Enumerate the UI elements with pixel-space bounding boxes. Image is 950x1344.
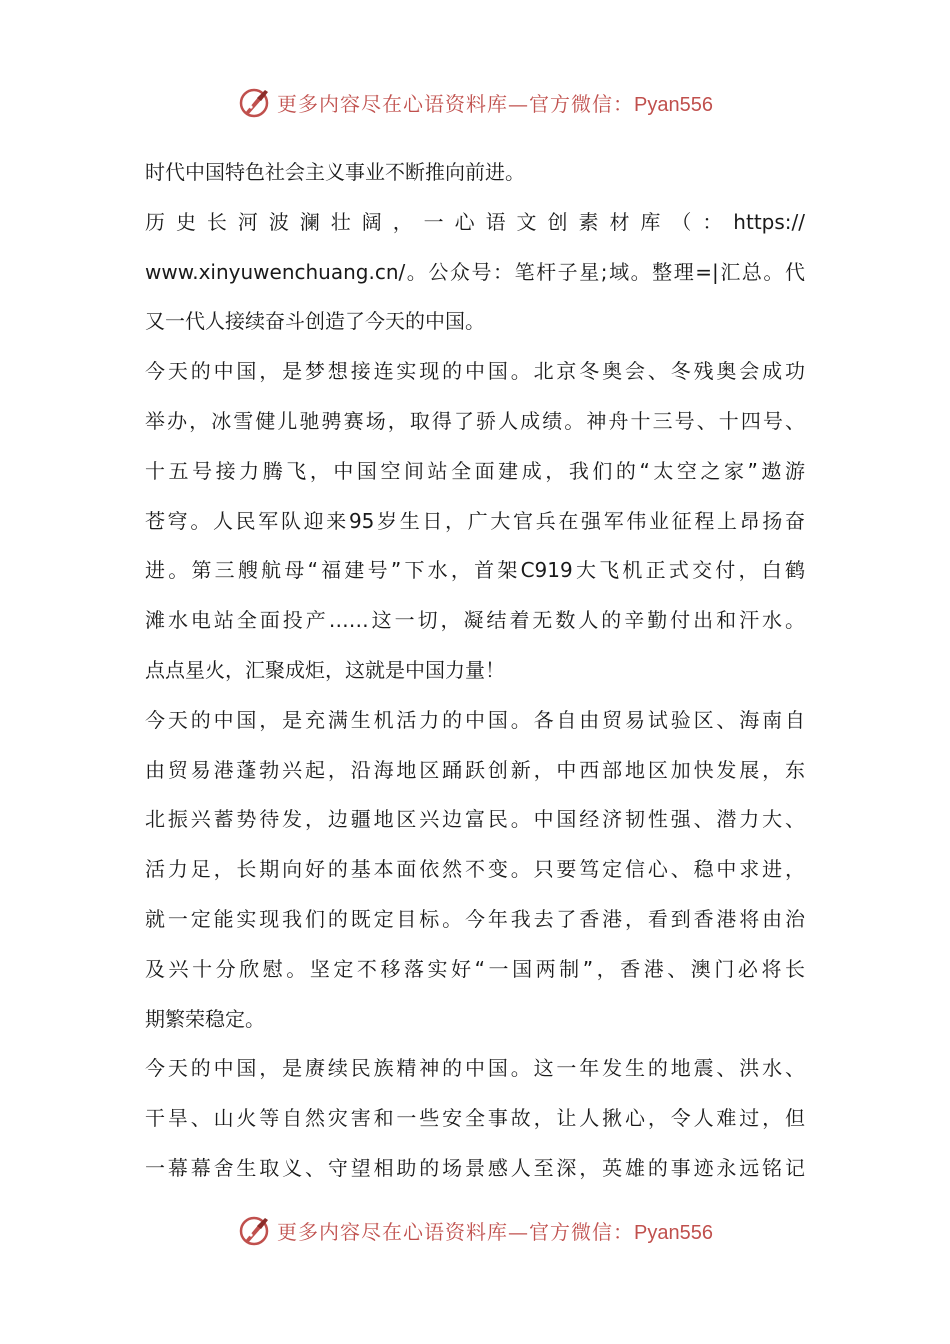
- banner-text: 更多内容尽在心语资料库—官方微信：Pyan556: [277, 1219, 713, 1244]
- text-line: 举办，冰雪健儿驰骋赛场，取得了骄人成绩。神舟十三号、十四号、: [145, 408, 805, 433]
- text-line: 一幕幕舍生取义、守望相助的场景感人至深，英雄的事迹永远铭记: [145, 1155, 805, 1180]
- document-body: [145, 148, 805, 1194]
- text-line: 苍穹。人民军队迎来95岁生日，广大官兵在强军伟业征程上昂扬奋: [145, 508, 805, 533]
- text-line: 今天的中国，是充满生机活力的中国。各自由贸易试验区、海南自: [145, 707, 805, 732]
- text-line: 北振兴蓄势待发，边疆地区兴边富民。中国经济韧性强、潜力大、: [145, 807, 805, 832]
- text-line: 活力足，长期向好的基本面依然不变。只要笃定信心、稳中求进，: [145, 857, 805, 882]
- footer-banner: [0, 1208, 950, 1252]
- text-line: 今天的中国，是梦想接连实现的中国。北京冬奥会、冬残奥会成功: [145, 359, 805, 384]
- text-line: 又一代人接续奋斗创造了今天的中国。: [145, 309, 485, 334]
- text-line: 时代中国特色社会主义事业不断推向前进。: [145, 160, 525, 184]
- text-line: 及兴十分欣慰。坚定不移落实好“一国两制”，香港、澳门必将长: [145, 956, 805, 981]
- text-line: 滩水电站全面投产……这一切，凝结着无数人的辛勤付出和汗水。: [145, 608, 805, 633]
- text-line: 就一定能实现我们的既定目标。今年我去了香港，看到香港将由治: [145, 906, 805, 931]
- text-line: 进。第三艘航母“福建号”下水，首架C919大飞机正式交付，白鹤: [145, 558, 805, 583]
- text-line: 由贸易港蓬勃兴起，沿海地区踊跃创新，中西部地区加快发展，东: [145, 757, 805, 782]
- text-line: 点点星火，汇聚成炬，这就是中国力量！: [145, 657, 505, 682]
- wechat-id: Pyan556: [634, 1221, 713, 1244]
- pen-nib-icon: [237, 84, 273, 120]
- header-banner: [0, 80, 950, 124]
- text-line: 历 史 长 河 波 澜 壮 阔 ， 一 心 语 文 创 素 材 库 （ ： https://: [145, 209, 805, 234]
- text-line: www.xinyuwenchuang.cn/。公众号：笔杆子星;域。整理=|汇总。代: [145, 259, 805, 284]
- wechat-id: Pyan556: [634, 93, 713, 116]
- banner-text: 更多内容尽在心语资料库—官方微信：Pyan556: [277, 91, 713, 116]
- text-line: 十五号接力腾飞，中国空间站全面建成，我们的“太空之家”遨游: [145, 458, 805, 483]
- text-line: 今天的中国，是赓续民族精神的中国。这一年发生的地震、洪水、: [145, 1056, 805, 1081]
- pen-nib-icon: [237, 1212, 273, 1248]
- text-line: 期繁荣稳定。: [145, 1006, 265, 1031]
- text-line: 干旱、山火等自然灾害和一些安全事故，让人揪心，令人难过，但: [145, 1106, 805, 1131]
